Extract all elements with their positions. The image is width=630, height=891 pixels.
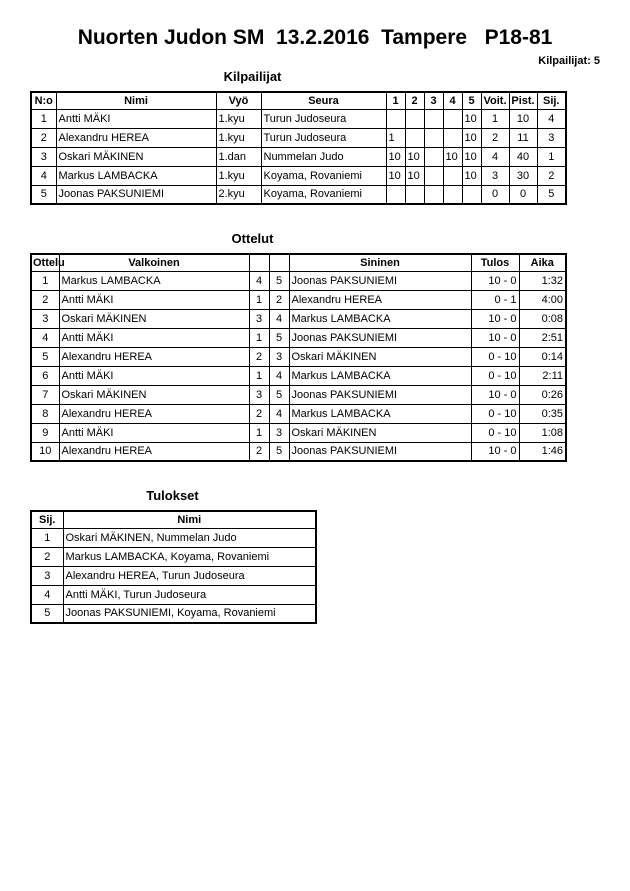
table-cell — [405, 109, 424, 128]
table-cell: 10 - 0 — [471, 309, 519, 328]
table-cell: Alexandru HEREA — [289, 290, 471, 309]
table-cell: 1:32 — [519, 271, 566, 290]
table-cell: 10 — [462, 128, 481, 147]
table-cell: 3 — [31, 147, 56, 166]
table-header-row — [31, 92, 566, 109]
table-cell: 5 — [537, 185, 566, 204]
table-cell: Antti MÄKI — [59, 328, 249, 347]
table-cell: 5 — [269, 442, 289, 461]
table-cell: 2 — [249, 347, 269, 366]
table-cell: 1 — [31, 109, 56, 128]
table-cell: 1:08 — [519, 423, 566, 442]
table-cell: 0:08 — [519, 309, 566, 328]
table-cell — [424, 128, 443, 147]
table-cell: Markus LAMBACKA, Koyama, Rovaniemi — [63, 547, 316, 566]
table-cell: 4 — [481, 147, 509, 166]
page-title: Nuorten Judon SM 13.2.2016 Tampere P18-81 — [77, 26, 553, 49]
table-cell: 3 — [31, 309, 59, 328]
table-cell: 8 — [31, 404, 59, 423]
table-cell: 2 — [249, 442, 269, 461]
table-cell: 1 — [31, 528, 63, 547]
table-row — [31, 347, 566, 366]
table-cell: 5 — [31, 604, 63, 623]
table-cell: Alexandru HEREA, Turun Judoseura — [63, 566, 316, 585]
table-cell: 7 — [31, 385, 59, 404]
table-row — [31, 128, 566, 147]
table-cell: Turun Judoseura — [261, 128, 386, 147]
table-row — [31, 328, 566, 347]
col-header-tulos: Tulos — [471, 254, 519, 271]
table-cell: 1 — [249, 290, 269, 309]
table-cell: 10 — [386, 166, 405, 185]
table-cell: 3 — [269, 423, 289, 442]
table-row — [31, 109, 566, 128]
section-title-kilpailijat: Kilpailijat — [223, 69, 282, 84]
table-cell: 3 — [249, 385, 269, 404]
tulokset-table — [30, 510, 317, 624]
table-cell: 1 — [249, 366, 269, 385]
table-cell: 0:14 — [519, 347, 566, 366]
table-cell: 4 — [537, 109, 566, 128]
table-cell: 10 - 0 — [471, 271, 519, 290]
table-header-row — [31, 511, 316, 528]
table-cell: 10 - 0 — [471, 442, 519, 461]
table-cell: Markus LAMBACKA — [59, 271, 249, 290]
table-cell: 3 — [31, 566, 63, 585]
table-cell: Joonas PAKSUNIEMI — [289, 271, 471, 290]
table-cell — [405, 128, 424, 147]
table-cell: Antti MÄKI — [56, 109, 216, 128]
table-cell: Alexandru HEREA — [59, 442, 249, 461]
col-header-white-no — [249, 254, 269, 271]
section-title-ottelut: Ottelut — [231, 231, 274, 246]
table-cell: Markus LAMBACKA — [289, 309, 471, 328]
table-cell: 10 — [405, 147, 424, 166]
col-header-seura: Seura — [261, 92, 386, 109]
table-cell: 1 — [386, 128, 405, 147]
table-cell: 1.dan — [216, 147, 261, 166]
col-header-valkoinen: Valkoinen — [59, 254, 249, 271]
table-cell: 1.kyu — [216, 166, 261, 185]
col-header-nimi: Nimi — [56, 92, 216, 109]
table-cell: 2 — [31, 547, 63, 566]
table-cell: Joonas PAKSUNIEMI — [289, 385, 471, 404]
table-cell — [443, 128, 462, 147]
table-row — [31, 166, 566, 185]
ottelut-table — [30, 253, 567, 462]
table-cell: 1 — [249, 423, 269, 442]
table-cell: 10 — [462, 109, 481, 128]
table-row — [31, 385, 566, 404]
table-cell: 4 — [249, 271, 269, 290]
col-header-1: 1 — [386, 92, 405, 109]
table-cell — [443, 166, 462, 185]
table-cell: 1 — [249, 328, 269, 347]
table-cell: 4 — [31, 328, 59, 347]
table-cell: 10 - 0 — [471, 328, 519, 347]
col-header-nimi: Nimi — [63, 511, 316, 528]
col-header-no: N:o — [31, 92, 56, 109]
table-cell: 0 — [481, 185, 509, 204]
table-cell: Joonas PAKSUNIEMI, Koyama, Rovaniemi — [63, 604, 316, 623]
col-header-2: 2 — [405, 92, 424, 109]
col-header-ottelu: Ottelu — [31, 254, 59, 271]
table-cell: 0:35 — [519, 404, 566, 423]
table-cell: Markus LAMBACKA — [289, 404, 471, 423]
table-cell — [386, 109, 405, 128]
section-title-tulokset: Tulokset — [146, 488, 199, 503]
col-header-aika: Aika — [519, 254, 566, 271]
table-cell: 2 — [269, 290, 289, 309]
table-cell: 9 — [31, 423, 59, 442]
table-cell — [405, 185, 424, 204]
table-cell: 4 — [269, 404, 289, 423]
table-cell: 0 - 1 — [471, 290, 519, 309]
table-row — [31, 566, 316, 585]
table-cell: Antti MÄKI — [59, 366, 249, 385]
table-cell: 0 - 10 — [471, 366, 519, 385]
table-cell: Markus LAMBACKA — [56, 166, 216, 185]
table-cell: 10 — [31, 442, 59, 461]
col-header-5: 5 — [462, 92, 481, 109]
table-cell: 0 - 10 — [471, 347, 519, 366]
table-cell: 1 — [481, 109, 509, 128]
table-row — [31, 442, 566, 461]
table-cell: Oskari MÄKINEN — [56, 147, 216, 166]
table-cell: Joonas PAKSUNIEMI — [56, 185, 216, 204]
table-cell: 5 — [31, 347, 59, 366]
table-row — [31, 528, 316, 547]
competitors-count: Kilpailijat: 5 — [538, 55, 600, 67]
table-cell: 0 - 10 — [471, 423, 519, 442]
table-cell: 10 — [509, 109, 537, 128]
table-cell: Alexandru HEREA — [56, 128, 216, 147]
table-row — [31, 404, 566, 423]
table-cell: 4 — [269, 309, 289, 328]
table-cell: 2 — [481, 128, 509, 147]
table-row — [31, 290, 566, 309]
col-header-sininen: Sininen — [289, 254, 471, 271]
table-cell: 2 — [537, 166, 566, 185]
table-cell: 10 — [386, 147, 405, 166]
table-cell: Oskari MÄKINEN — [59, 385, 249, 404]
table-cell: 2:11 — [519, 366, 566, 385]
table-row — [31, 604, 316, 623]
table-cell: 11 — [509, 128, 537, 147]
table-cell: 4:00 — [519, 290, 566, 309]
table-cell: 5 — [31, 185, 56, 204]
table-row — [31, 271, 566, 290]
table-cell: 2 — [31, 128, 56, 147]
table-cell: 10 — [462, 147, 481, 166]
table-cell: Oskari MÄKINEN — [289, 347, 471, 366]
table-cell: 1 — [31, 271, 59, 290]
table-cell: Koyama, Rovaniemi — [261, 185, 386, 204]
table-cell: 1.kyu — [216, 109, 261, 128]
col-header-blue-no — [269, 254, 289, 271]
col-header-sij: Sij. — [31, 511, 63, 528]
table-row — [31, 585, 316, 604]
table-cell: 3 — [481, 166, 509, 185]
table-cell: 10 — [462, 166, 481, 185]
table-cell: Oskari MÄKINEN — [289, 423, 471, 442]
table-cell: 3 — [249, 309, 269, 328]
kilpailijat-table — [30, 91, 567, 205]
table-cell — [462, 185, 481, 204]
table-cell: 2:51 — [519, 328, 566, 347]
table-cell: 10 - 0 — [471, 385, 519, 404]
table-cell: 10 — [443, 147, 462, 166]
table-cell: 3 — [269, 347, 289, 366]
table-cell: 1.kyu — [216, 128, 261, 147]
table-cell: Oskari MÄKINEN — [59, 309, 249, 328]
table-cell: Turun Judoseura — [261, 109, 386, 128]
col-header-pist: Pist. — [509, 92, 537, 109]
table-cell: 4 — [31, 585, 63, 604]
table-cell: 2.kyu — [216, 185, 261, 204]
table-cell: 0 — [509, 185, 537, 204]
table-cell: 30 — [509, 166, 537, 185]
table-cell: Koyama, Rovaniemi — [261, 166, 386, 185]
table-cell: Alexandru HEREA — [59, 347, 249, 366]
table-cell: Markus LAMBACKA — [289, 366, 471, 385]
table-cell — [424, 185, 443, 204]
table-cell — [424, 109, 443, 128]
table-cell: 10 — [405, 166, 424, 185]
table-cell: 3 — [537, 128, 566, 147]
table-row — [31, 547, 316, 566]
table-cell: Joonas PAKSUNIEMI — [289, 442, 471, 461]
table-row — [31, 366, 566, 385]
table-cell: Antti MÄKI — [59, 290, 249, 309]
table-cell — [443, 185, 462, 204]
table-row — [31, 309, 566, 328]
col-header-4: 4 — [443, 92, 462, 109]
table-cell: Nummelan Judo — [261, 147, 386, 166]
table-cell — [386, 185, 405, 204]
table-cell: Joonas PAKSUNIEMI — [289, 328, 471, 347]
table-cell: 5 — [269, 271, 289, 290]
table-cell — [424, 166, 443, 185]
table-row — [31, 185, 566, 204]
table-cell: 4 — [31, 166, 56, 185]
table-cell: 5 — [269, 385, 289, 404]
table-cell: 2 — [249, 404, 269, 423]
table-cell: 4 — [269, 366, 289, 385]
table-cell: 0:26 — [519, 385, 566, 404]
table-cell — [424, 147, 443, 166]
table-cell: 1:46 — [519, 442, 566, 461]
table-cell: Antti MÄKI, Turun Judoseura — [63, 585, 316, 604]
col-header-3: 3 — [424, 92, 443, 109]
table-cell: 6 — [31, 366, 59, 385]
table-cell: 40 — [509, 147, 537, 166]
table-cell: 0 - 10 — [471, 404, 519, 423]
col-header-sij: Sij. — [537, 92, 566, 109]
col-header-vyo: Vyö — [216, 92, 261, 109]
table-header-row — [31, 254, 566, 271]
table-cell: 1 — [537, 147, 566, 166]
table-cell: Antti MÄKI — [59, 423, 249, 442]
table-cell — [443, 109, 462, 128]
table-row — [31, 423, 566, 442]
table-cell: Alexandru HEREA — [59, 404, 249, 423]
table-cell: 2 — [31, 290, 59, 309]
table-row — [31, 147, 566, 166]
table-cell: 5 — [269, 328, 289, 347]
table-cell: Oskari MÄKINEN, Nummelan Judo — [63, 528, 316, 547]
col-header-voit: Voit. — [481, 92, 509, 109]
